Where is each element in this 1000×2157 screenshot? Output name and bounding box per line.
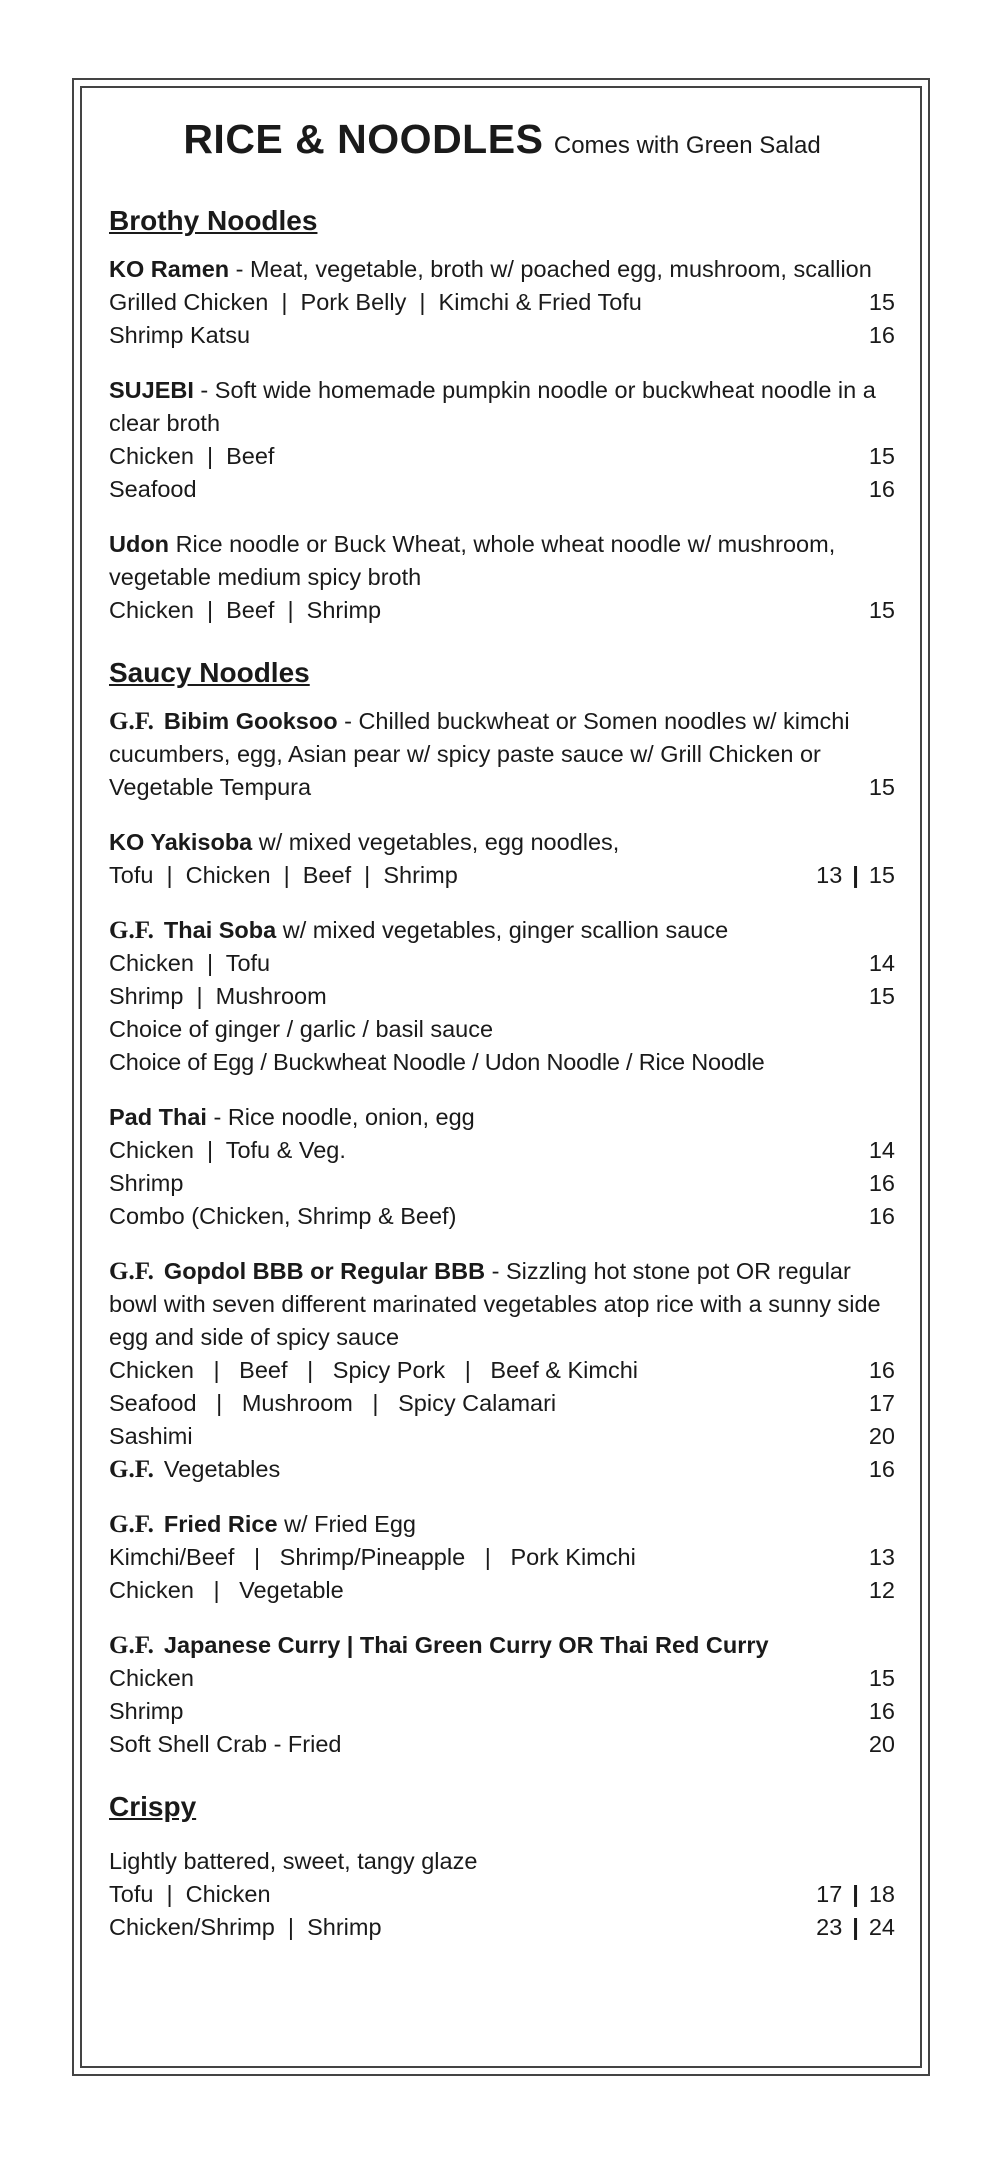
section-saucy-noodles [109,657,895,1761]
item-name: Gopdol BBB or Regular BBB [163,1258,486,1284]
row-price: 20 [868,1423,895,1449]
row-price: 17 [868,1390,895,1416]
item-name: SUJEBI [109,377,194,403]
row-options: Chicken | Beef | Shrimp [109,597,382,623]
price-separator: | [852,1881,859,1907]
row-options: Shrimp | Mushroom [109,983,327,1009]
item-description [109,1508,895,1541]
item-desc-text: w/ Fried Egg [277,1511,416,1537]
row-price: 16 [868,1170,895,1196]
price-row [109,1878,895,1911]
item-description [109,1101,895,1134]
section-heading: Brothy Noodles [109,205,318,236]
item-description [109,253,895,286]
row-price: 20 [868,1731,895,1757]
item-description [109,374,895,440]
menu-item-pad-thai [109,1101,895,1233]
price-row [109,473,895,506]
row-price: 12 [868,1577,895,1603]
price-row [109,1167,895,1200]
item-name: Japanese Curry | Thai Green Curry OR Thai Red Curry [163,1632,769,1658]
row-options: Shrimp Katsu [109,322,251,348]
row-price: 15 [868,443,895,469]
sauce-choice: Choice of ginger / garlic / basil sauce [109,1016,494,1042]
item-desc-text: Rice noodle or Buck Wheat, whole wheat noodle w/ mushroom, vegetable medium spicy broth [109,531,836,590]
row-options: Vegetables [163,1456,281,1482]
item-name: KO Yakisoba [109,829,253,855]
item-description [109,826,895,859]
menu-item-sujebi [109,374,895,506]
row-options: Kimchi/Beef | Shrimp/Pineapple | Pork Kimchi [109,1544,636,1570]
item-desc-text: - Chilled buckwheat or Somen noodles w/ kimchi cucumbers, egg, Asian pear w/ spicy paste sauce w/ Grill Chicken or Vegetable Tempura [109,708,850,800]
row-options: Seafood | Mushroom | Spicy Calamari [109,1390,557,1416]
price-row [109,1574,895,1607]
price-row [109,1420,895,1453]
menu-item-thai-soba [109,914,895,1079]
row-options: Tofu | Chicken | Beef | Shrimp [109,862,458,888]
section-heading: Saucy Noodles [109,657,310,688]
price-row [109,594,895,627]
price-large: 18 [868,1881,895,1907]
row-price: 15 [868,597,895,623]
row-price: 15 [868,289,895,315]
item-desc-text: w/ mixed vegetables, ginger scallion sauce [276,917,729,943]
price-large: 15 [868,862,895,888]
price-separator: | [852,1914,859,1940]
menu-content [109,116,895,1974]
item-name: Bibim Gooksoo [163,708,338,734]
row-options: Grilled Chicken | Pork Belly | Kimchi & Fried Tofu [109,289,642,315]
gluten-free-tag: G.F. [109,1511,154,1538]
price-row [109,859,895,892]
price-row [109,1134,895,1167]
row-options: Seafood [109,476,197,502]
price-row [109,947,895,980]
price-row [109,1200,895,1233]
price-row [109,1695,895,1728]
menu-item-ko-yakisoba [109,826,895,892]
row-price: 16 [868,1357,895,1383]
item-description [109,528,895,594]
menu-item-bibim-gooksoo [109,705,895,804]
price-small: 17 [816,1881,843,1907]
item-description [109,1255,895,1354]
item-desc-text: - Meat, vegetable, broth w/ poached egg, mushroom, scallion [229,256,872,282]
title-main: RICE & NOODLES [183,116,544,162]
row-options: Shrimp [109,1698,184,1724]
row-options: Soft Shell Crab - Fried [109,1731,342,1757]
price-row [109,286,895,319]
section-brothy-noodles [109,205,895,627]
row-options: Chicken | Beef | Spicy Pork | Beef & Kimchi [109,1357,638,1383]
row-price [816,1878,895,1911]
menu-item-ko-ramen [109,253,895,352]
item-description [109,914,895,947]
gluten-free-tag: G.F. [109,1456,154,1483]
menu-item-bibimbap [109,1255,895,1486]
item-description: Lightly battered, sweet, tangy glaze [109,1848,478,1874]
row-price: 15 [868,983,895,1009]
row-options: Chicken | Beef [109,443,275,469]
row-options: Shrimp [109,1170,184,1196]
price-row [109,1728,895,1761]
row-price: 16 [868,1203,895,1229]
row-options: Chicken | Tofu [109,950,271,976]
item-desc-text: w/ mixed vegetables, egg noodles, [252,829,620,855]
row-price: 15 [868,1665,895,1691]
row-price: 13 [868,1544,895,1570]
price-row [109,1453,895,1486]
row-price: 16 [868,1698,895,1724]
item-name: Udon [109,531,170,557]
row-options: Chicken [109,1665,194,1691]
row-options: Chicken/Shrimp | Shrimp [109,1914,382,1940]
title-note: Comes with Green Salad [553,132,821,159]
menu-item-crispy [109,1845,895,1944]
price-small: 13 [816,862,843,888]
row-options: Combo (Chicken, Shrimp & Beef) [109,1203,457,1229]
price-row [109,1662,895,1695]
row-price: 16 [868,322,895,348]
gluten-free-tag: G.F. [109,708,154,735]
item-name: Thai Soba [163,917,277,943]
price-row [109,1541,895,1574]
price-row [109,1354,895,1387]
price-separator: | [852,862,859,888]
row-price: 15 [868,774,895,800]
item-name: KO Ramen [109,256,230,282]
row-price: 14 [868,950,895,976]
row-options: Tofu | Chicken [109,1881,271,1907]
price-row [109,980,895,1013]
price-row [109,1387,895,1420]
menu-item-udon [109,528,895,627]
item-description [109,1629,895,1662]
row-price: 16 [868,476,895,502]
item-desc-text: - Soft wide homemade pumpkin noodle or buckwheat noodle in a clear broth [109,377,876,436]
section-crispy [109,1791,895,1944]
price-row [109,440,895,473]
price-row [109,319,895,352]
price-row [109,1911,895,1944]
noodle-choice: Choice of Egg / Buckwheat Noodle / Udon Noodle / Rice Noodle [109,1049,765,1075]
row-options: Chicken | Tofu & Veg. [109,1137,346,1163]
row-price [816,859,895,892]
item-name: Pad Thai [109,1104,207,1130]
menu-item-curry [109,1629,895,1761]
row-price: 16 [868,1456,895,1482]
row-price: 14 [868,1137,895,1163]
gluten-free-tag: G.F. [109,917,154,944]
item-desc-text: - Rice noodle, onion, egg [206,1104,475,1130]
price-small: 23 [816,1914,843,1940]
menu-item-fried-rice [109,1508,895,1607]
row-options: Sashimi [109,1423,193,1449]
section-heading: Crispy [109,1791,197,1822]
item-desc-text: - Sizzling hot stone pot OR regular bowl with seven different marinated vegetables atop rice with a sunny side egg and side of spicy sauce [109,1258,881,1350]
page-title [109,116,895,163]
item-name: Fried Rice [163,1511,278,1537]
gluten-free-tag: G.F. [109,1258,154,1285]
price-large: 24 [868,1914,895,1940]
gluten-free-tag: G.F. [109,1632,154,1659]
row-options: Chicken | Vegetable [109,1577,344,1603]
row-price [816,1911,895,1944]
